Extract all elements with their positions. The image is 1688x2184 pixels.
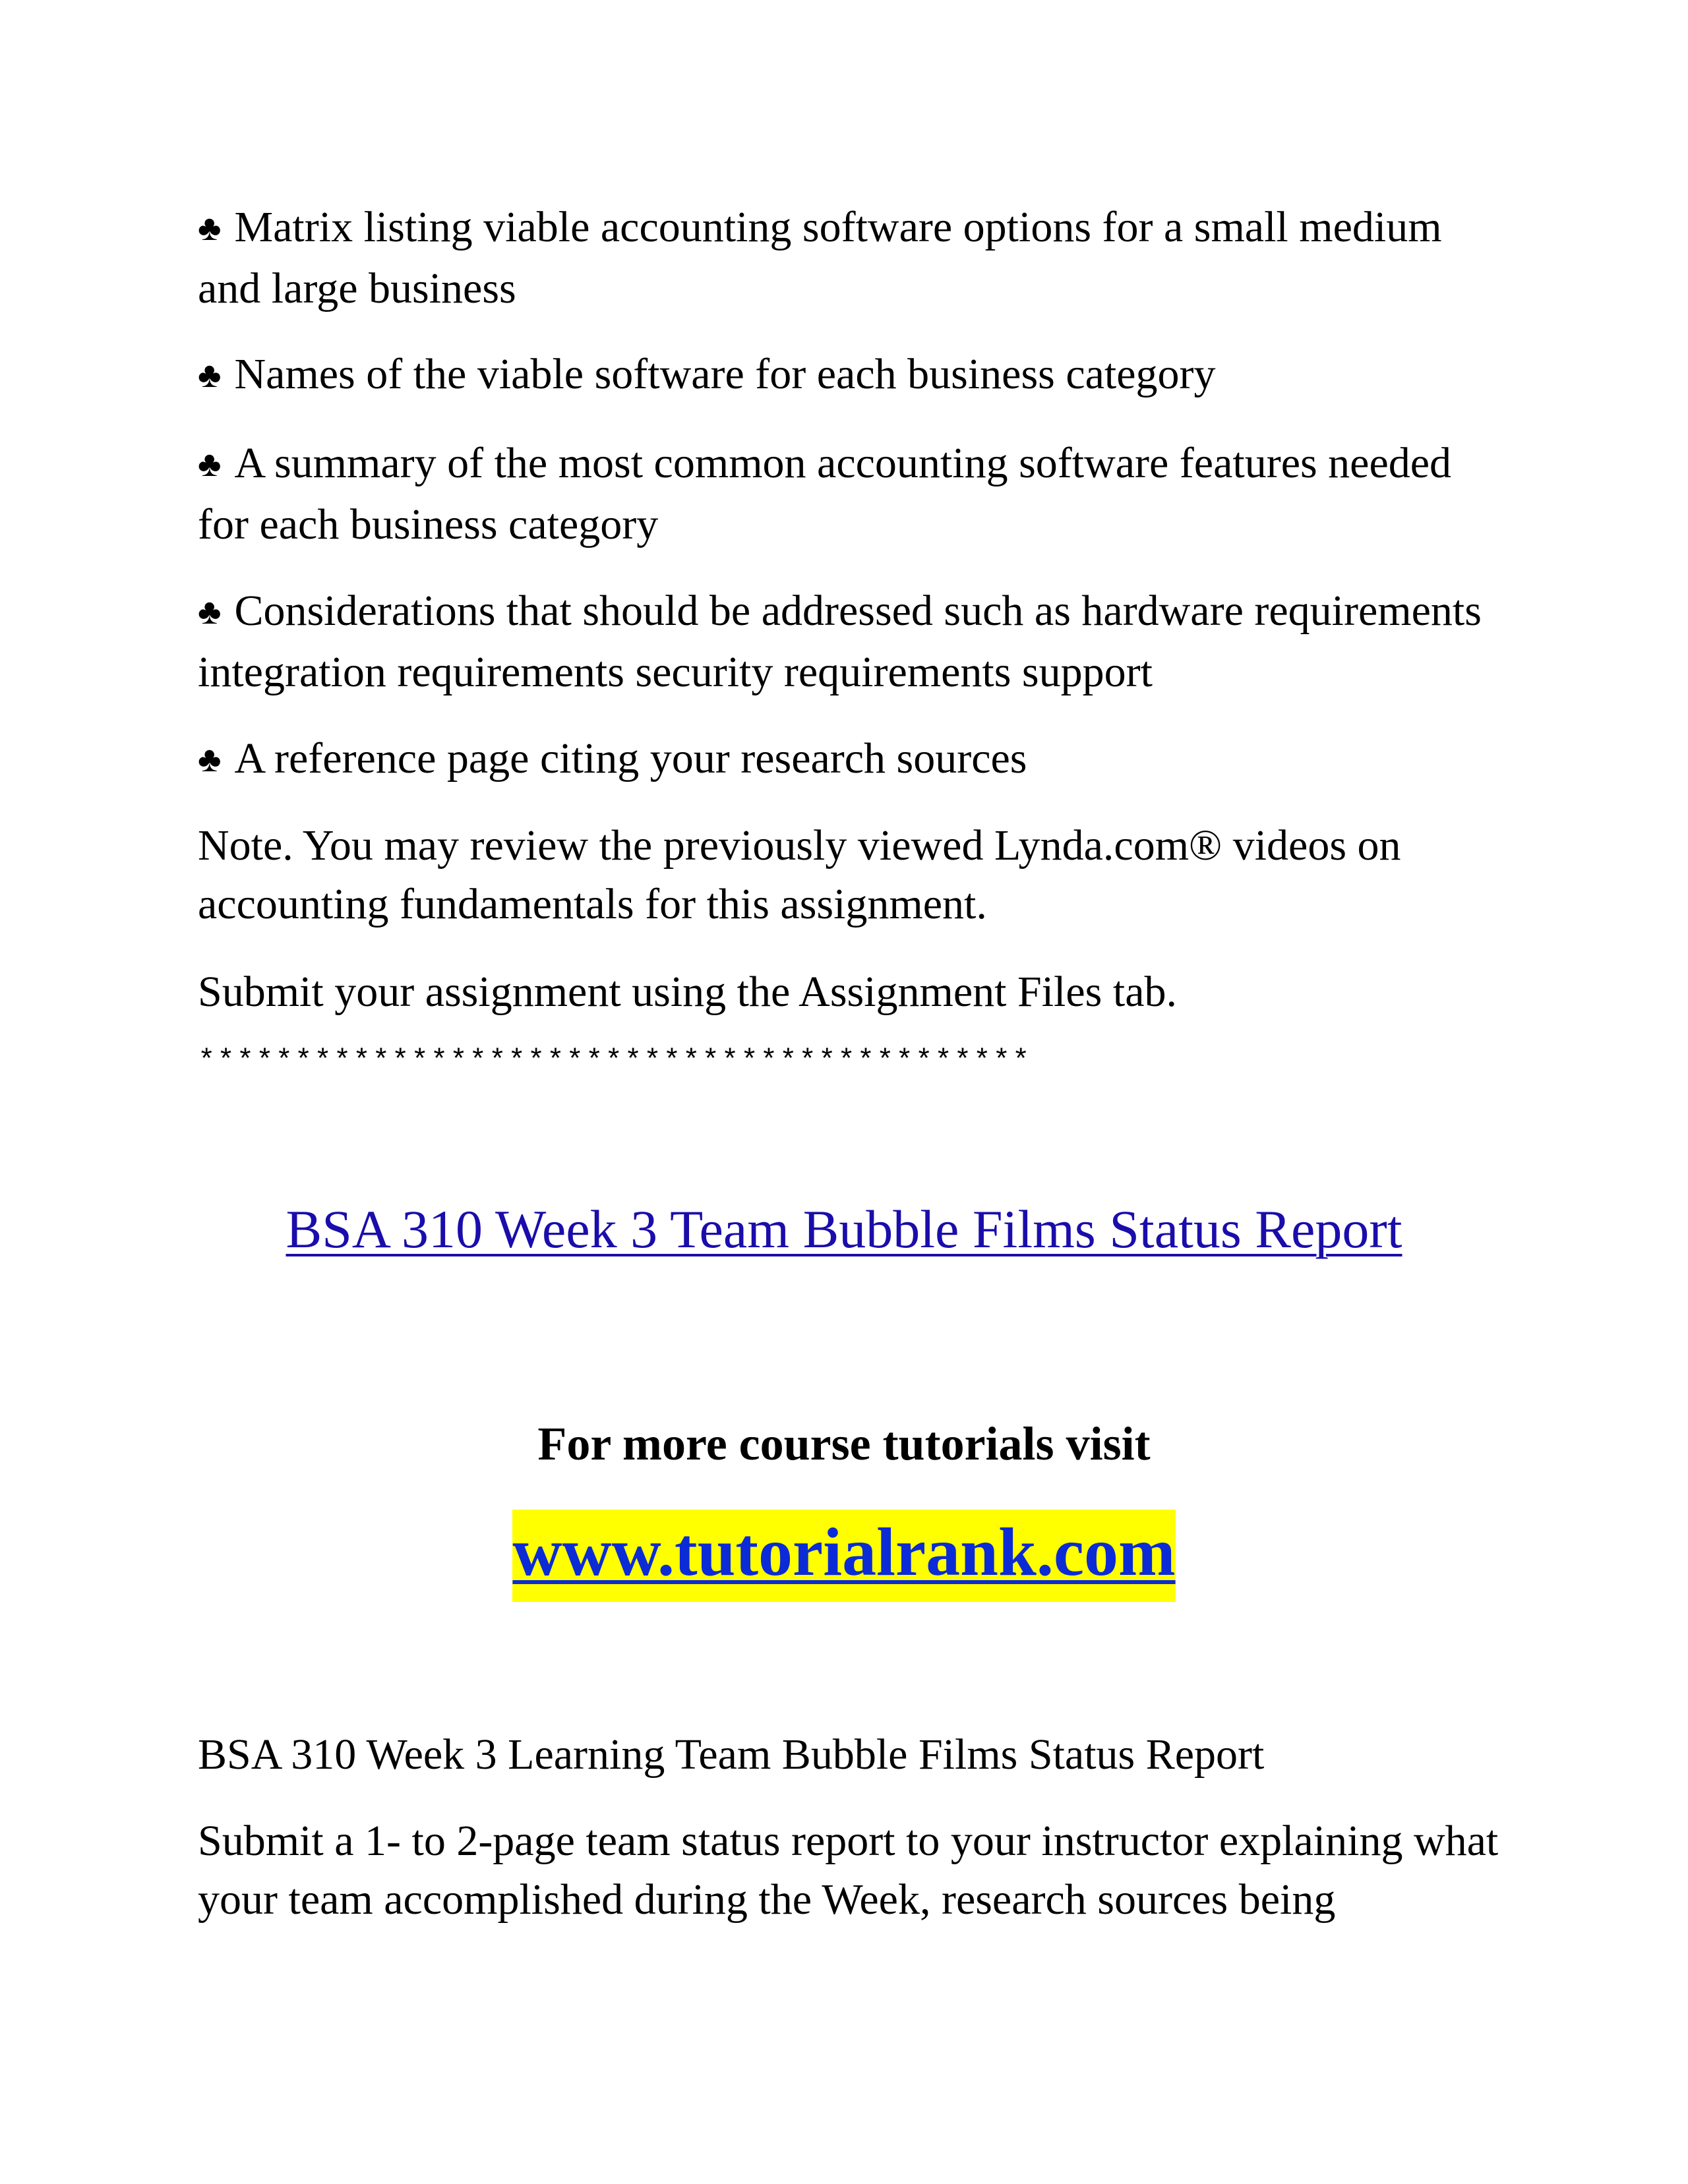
promo-heading: For more course tutorials visit bbox=[537, 1417, 1151, 1470]
bullet-item-names bbox=[198, 345, 1503, 406]
club-bullet-icon: ♣ bbox=[198, 208, 222, 248]
tutorialrank-site-link[interactable]: www.tutorialrank.com bbox=[512, 1510, 1175, 1602]
bullet-text: Considerations that should be addressed such as hardware requirements integration requirements security requirements support bbox=[198, 587, 1482, 696]
club-bullet-icon: ♣ bbox=[198, 444, 222, 484]
club-bullet-icon: ♣ bbox=[198, 740, 222, 779]
bullet-item-considerations bbox=[198, 581, 1503, 701]
bullet-item-summary bbox=[198, 434, 1503, 554]
course-title-link[interactable] bbox=[0, 1193, 1688, 1266]
club-bullet-icon: ♣ bbox=[198, 355, 222, 395]
bullet-item-reference bbox=[198, 729, 1503, 790]
separator-line: ******************************************* bbox=[198, 1045, 1032, 1078]
note-paragraph: Note. You may review the previously viewed Lynda.com® videos on accounting fundamentals for this assignment. bbox=[198, 821, 1401, 928]
club-bullet-icon: ♣ bbox=[198, 592, 222, 632]
section-title: BSA 310 Week 3 Learning Team Bubble Films Status Report bbox=[198, 1730, 1265, 1779]
bullet-text: Names of the viable software for each business category bbox=[234, 350, 1216, 398]
submit-instruction: Submit your assignment using the Assignment Files tab. bbox=[198, 968, 1177, 1016]
bullet-text: A summary of the most common accounting software features needed for each business category bbox=[198, 439, 1452, 548]
section-body: Submit a 1- to 2-page team status report to your instructor explaining what your team accomplished during the Week, research sources being bbox=[198, 1817, 1499, 1924]
course-title-link-text[interactable]: BSA 310 Week 3 Team Bubble Films Status Report bbox=[286, 1199, 1402, 1259]
site-link-container bbox=[0, 1510, 1688, 1615]
bullet-text: A reference page citing your research sources bbox=[234, 734, 1027, 782]
bullet-item-matrix bbox=[198, 198, 1503, 318]
bullet-text: Matrix listing viable accounting software options for a small medium and large business bbox=[198, 203, 1442, 312]
